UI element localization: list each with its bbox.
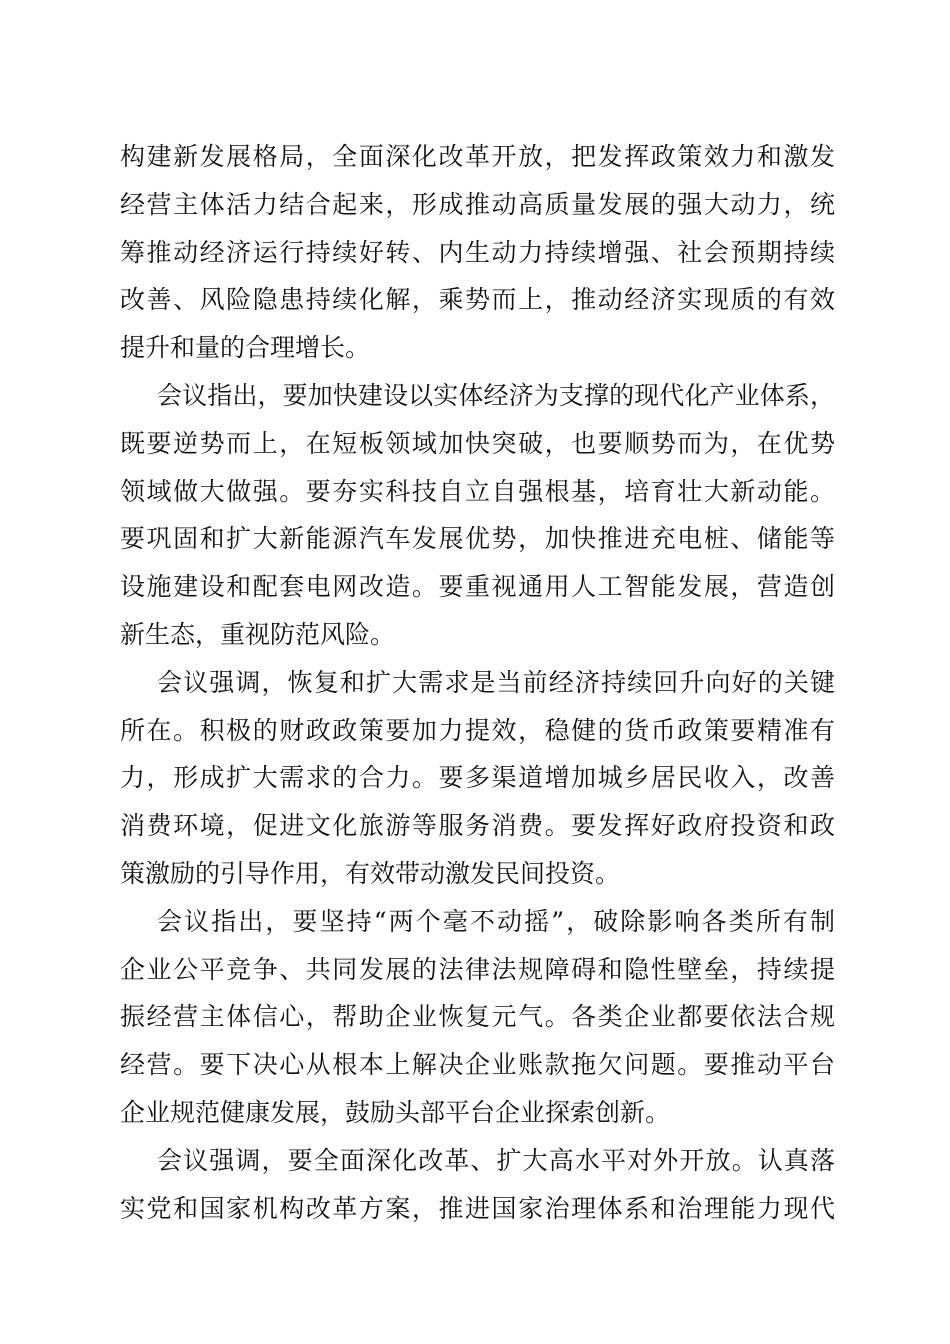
text-line: 构建新发展格局，全面深化改革开放，把发挥政策效力和激发 xyxy=(120,142,835,171)
text-line: 会议指出，要加快建设以实体经济为支撑的现代化产业体系， xyxy=(157,380,835,410)
text-line: 经营主体活力结合起来，形成推动高质量发展的强大动力，统 xyxy=(120,189,835,219)
text-line: 筹推动经济运行持续好转、内生动力持续增强、社会预期持续 xyxy=(120,237,835,267)
text-line: 提升和量的合理增长。 xyxy=(120,333,371,363)
text-line: 策激励的引导作用，有效带动激发民间投资。 xyxy=(120,858,621,888)
paragraph xyxy=(120,372,835,659)
paragraph xyxy=(120,659,835,898)
text-line: 所在。积极的财政政策要加力提效，稳健的货币政策要精准有 xyxy=(120,715,835,745)
text-line: 实党和国家机构改革方案，推进国家治理体系和治理能力现代 xyxy=(120,1193,835,1223)
text-line: 设施建设和配套电网改造。要重视通用人工智能发展，营造创 xyxy=(120,572,835,602)
text-line: 企业规范健康发展，鼓励头部平台企业探索创新。 xyxy=(120,1097,671,1127)
paragraph xyxy=(120,1137,835,1233)
text-line: 会议指出，要坚持“两个毫不动摇”，破除影响各类所有制 xyxy=(157,906,835,936)
text-line: 会议强调，要全面深化改革、扩大高水平对外开放。认真落 xyxy=(157,1145,835,1175)
text-line: 企业公平竞争、共同发展的法律法规障碍和隐性壁垒，持续提 xyxy=(120,954,835,984)
document-body xyxy=(120,133,835,1232)
text-line: 经营。要下决心从根本上解决企业账款拖欠问题。要推动平台 xyxy=(120,1050,835,1080)
text-line: 振经营主体信心，帮助企业恢复元气。各类企业都要依法合规 xyxy=(120,1002,835,1032)
text-line: 会议强调，恢复和扩大需求是当前经济持续回升向好的关键 xyxy=(157,667,835,697)
text-line: 领域做大做强。要夯实科技自立自强根基，培育壮大新动能。 xyxy=(120,476,835,506)
text-line: 力，形成扩大需求的合力。要多渠道增加城乡居民收入，改善 xyxy=(120,763,835,793)
text-line: 消费环境，促进文化旅游等服务消费。要发挥好政府投资和政 xyxy=(120,811,835,841)
text-line: 要巩固和扩大新能源汽车发展优势，加快推进充电桩、储能等 xyxy=(120,524,835,554)
paragraph xyxy=(120,133,835,372)
text-line: 改善、风险隐患持续化解，乘势而上，推动经济实现质的有效 xyxy=(120,285,835,315)
text-line: 新生态，重视防范风险。 xyxy=(120,619,396,649)
paragraph xyxy=(120,898,835,1137)
text-line: 既要逆势而上，在短板领域加快突破，也要顺势而为，在优势 xyxy=(120,428,835,458)
